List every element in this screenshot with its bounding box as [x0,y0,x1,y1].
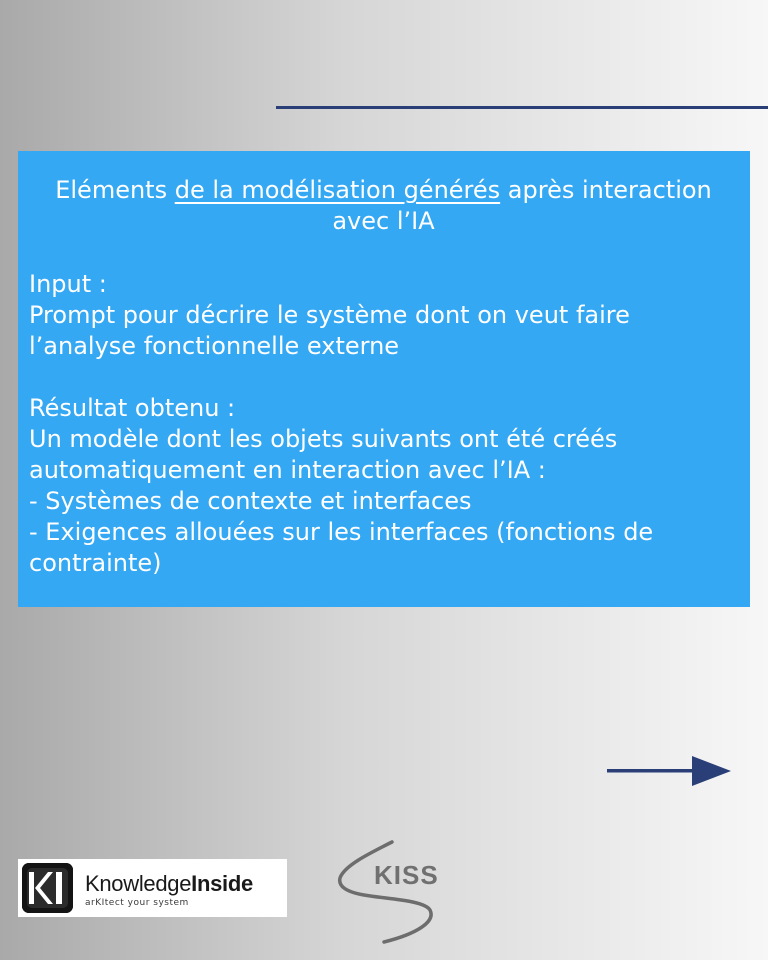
content-card [18,151,750,607]
ki-tagline: arKItect your system [85,898,189,908]
ki-mark-icon [22,863,73,913]
kiss-text: KISS [374,860,439,890]
result-heading: Résultat obtenu : [29,394,236,422]
input-heading: Input : [29,270,107,298]
title-underlined: de la modélisation générés [174,176,501,204]
knowledge-inside-logo [18,859,287,917]
card-title: Eléments de la modélisation générés après interaction avec l’IA [55,176,712,235]
arrow-right-icon[interactable] [606,754,732,788]
kiss-logo [334,838,464,944]
top-divider [276,106,768,109]
input-text: Prompt pour décrire le système dont on veut faire l’analyse fonctionnelle externe [29,301,630,360]
result-section [29,393,738,579]
input-section [29,269,738,362]
result-item: - Systèmes de contexte et interfaces [29,487,472,515]
ki-wordmark: KnowledgeInside [85,871,253,896]
result-item: - Exigences allouées sur les interfaces (fonctions de contrainte) [29,518,654,577]
result-text: Un modèle dont les objets suivants ont été créés automatiquement en interaction avec l’IA : [29,425,618,484]
